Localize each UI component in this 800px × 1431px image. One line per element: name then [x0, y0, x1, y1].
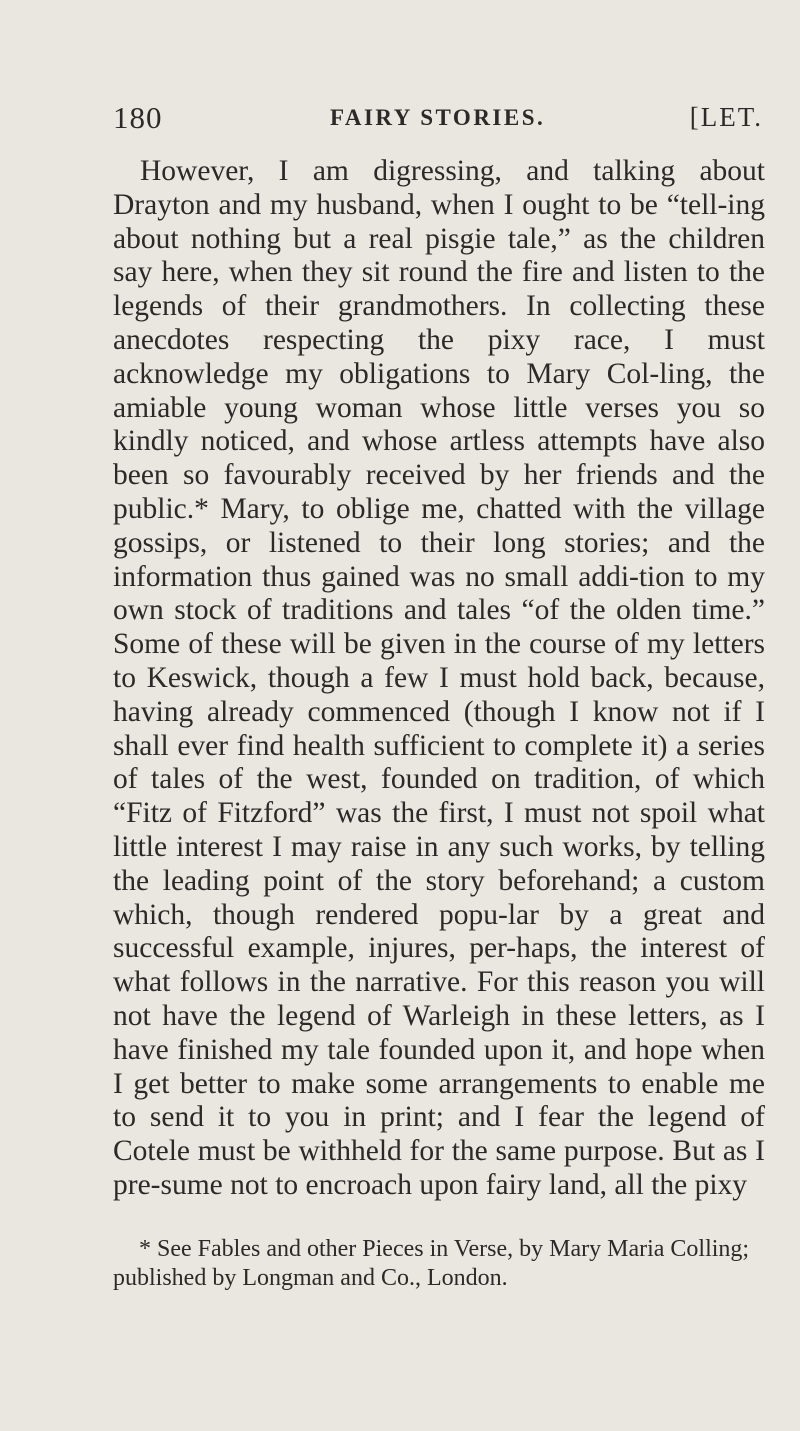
page-number: 180	[113, 100, 163, 135]
footnote: * See Fables and other Pieces in Verse, by Mary Maria Colling; published by Longman and Co., London.	[113, 1236, 750, 1291]
section-mark: [LET.	[689, 102, 763, 132]
running-title: FAIRY STORIES.	[330, 105, 546, 130]
page-header	[113, 100, 765, 140]
body-paragraph: However, I am digressing, and talking about Drayton and my husband, when I ought to be “tell-ing about nothing but a real pisgie tale,” as the children say here, when they sit round the fire and listen to the legends of their grandmothers. In collecting these anecdotes respecting the pixy race, I must acknowledge my obligations to Mary Col-ling, the amiable young woman whose little verses you so kindly noticed, and whose artless attempts have also been so favourably received by her friends and the public.* Mary, to oblige me, chatted with the village gossips, or listened to their long stories; and the information thus gained was no small addi-tion to my own stock of traditions and tales “of the olden time.” Some of these will be given in the course of my letters to Keswick, though a few I must hold back, because, having already commenced (though I know not if I shall ever find health sufficient to complete it) a series of tales of the west, founded on tradition, of which “Fitz of Fitzford” was the first, I must not spoil what little interest I may raise in any such works, by telling the leading point of the story beforehand; a custom which, though rendered popu-lar by a great and successful example, injures, per-haps, the interest of what follows in the narrative. For this reason you will not have the legend of Warleigh in these letters, as I have finished my tale founded upon it, and hope when I get better to make some arrangements to enable me to send it to you in print; and I fear the legend of Cotele must be withheld for the same purpose. But as I pre-sume not to encroach upon fairy land, all the pixy	[113, 155, 765, 1201]
